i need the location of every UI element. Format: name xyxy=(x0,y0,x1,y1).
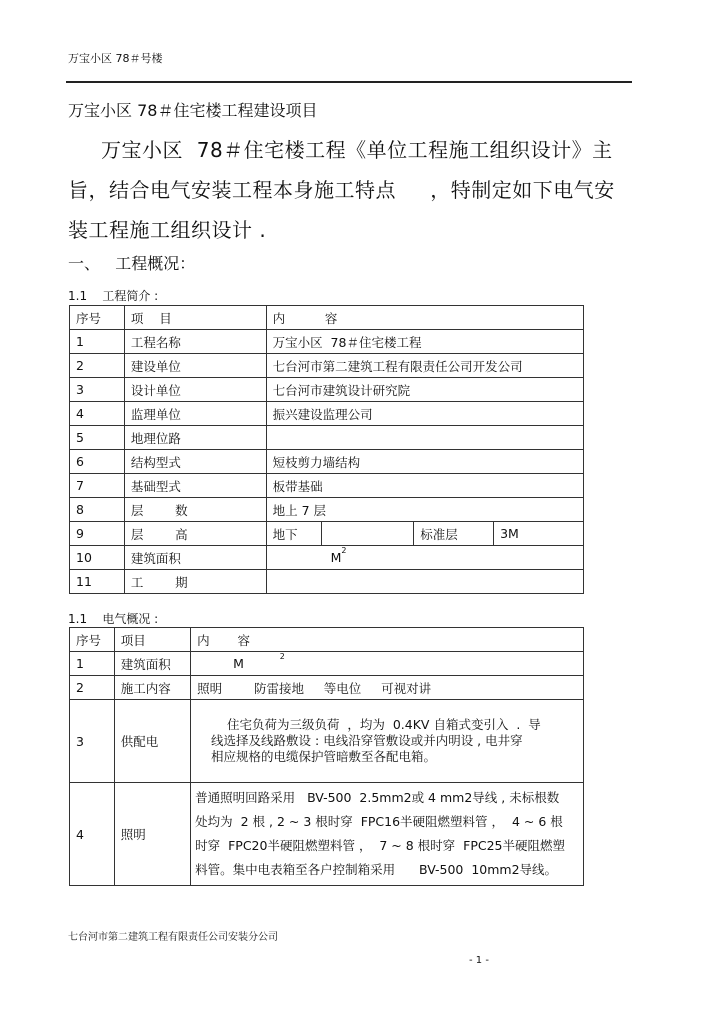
table-row xyxy=(70,700,584,783)
row-item: 层 数 xyxy=(124,498,266,522)
header-cell: 项 目 xyxy=(124,306,266,330)
row-number: 11 xyxy=(70,570,125,594)
page-number: - 1 - xyxy=(469,955,489,966)
area-unit-superscript: 2 xyxy=(279,652,285,661)
content-line: 料管。集中电表箱至各户控制箱采用 BV-500 10mm2导线。 xyxy=(195,862,558,877)
row-number: 2 xyxy=(70,354,125,378)
table-row xyxy=(70,652,584,676)
row-number: 7 xyxy=(70,474,125,498)
row-number: 9 xyxy=(70,522,125,546)
table-row xyxy=(70,570,584,594)
page-header: 万宝小区 78＃号楼 xyxy=(68,52,163,65)
row-item: 照明 xyxy=(114,783,190,886)
row-item: 设计单位 xyxy=(124,378,266,402)
row-item: 工程名称 xyxy=(124,330,266,354)
table-row xyxy=(70,354,584,378)
row-number: 2 xyxy=(70,676,115,700)
table-row xyxy=(70,402,584,426)
row-item: 建筑面积 xyxy=(114,652,190,676)
row-item: 监理单位 xyxy=(124,402,266,426)
row-content: 短枝剪力墙结构 xyxy=(266,450,583,474)
subsection-heading-electrical: 1.1 电气概况 : xyxy=(68,612,159,626)
intro-line-3: 装工程施工组织设计 . xyxy=(68,218,267,242)
row-number: 1 xyxy=(70,652,115,676)
table-row xyxy=(70,426,584,450)
table-row xyxy=(70,546,584,570)
table-row xyxy=(70,676,584,700)
row-number: 4 xyxy=(70,402,125,426)
table-row xyxy=(70,498,584,522)
row-content xyxy=(266,546,583,570)
row-content: 地上 7 层 xyxy=(266,498,583,522)
row-number: 6 xyxy=(70,450,125,474)
page-footer: 七台河市第二建筑工程有限责任公司安装分公司 xyxy=(68,932,278,943)
electrical-overview-table xyxy=(69,627,584,886)
area-unit-superscript: 2 xyxy=(341,546,347,555)
floor-height-underground-value xyxy=(321,522,414,546)
row-item: 工 期 xyxy=(124,570,266,594)
row-content xyxy=(191,783,584,886)
intro-line-1: 万宝小区 78＃住宅楼工程《单位工程施工组织设计》主 xyxy=(101,138,613,162)
content-line: 线选择及线路敷设 : 电线沿穿管敷设或并内明设 , 电井穿 xyxy=(195,733,523,748)
row-content xyxy=(266,426,583,450)
table-row xyxy=(70,330,584,354)
intro-line-2: 旨，结合电气安装工程本身施工特点 ，特制定如下电气安 xyxy=(68,178,615,202)
row-content: 七台河市第二建筑工程有限责任公司开发公司 xyxy=(266,354,583,378)
row-content: 板带基础 xyxy=(266,474,583,498)
row-item: 结构型式 xyxy=(124,450,266,474)
row-content xyxy=(191,700,584,783)
subsection-heading-overview: 1.1 工程简介 : xyxy=(68,289,159,303)
table-row xyxy=(70,474,584,498)
row-content: 照明 防雷接地 等电位 可视对讲 xyxy=(191,676,584,700)
content-line: 时穿 FPC20半硬阻燃塑料管 ， 7 ~ 8 根时穿 FPC25半硬阻燃塑 xyxy=(195,838,565,853)
row-number: 1 xyxy=(70,330,125,354)
header-cell: 序号 xyxy=(70,628,115,652)
floor-height-standard-label: 标准层 xyxy=(414,522,494,546)
row-item: 基础型式 xyxy=(124,474,266,498)
section-heading: 一、 工程概况： xyxy=(68,254,196,273)
table-header-row xyxy=(70,628,584,652)
content-line: 普通照明回路采用 BV-500 2.5mm2或 4 mm2导线 , 未标根数 xyxy=(195,790,560,805)
row-number: 4 xyxy=(70,783,115,886)
header-cell: 内 容 xyxy=(266,306,583,330)
row-item: 建筑面积 xyxy=(124,546,266,570)
row-content xyxy=(191,652,584,676)
row-number: 3 xyxy=(70,378,125,402)
content-line: 住宅负荷为三级负荷 ，均为 0.4KV 自箱式变引入 . 导 xyxy=(195,717,541,732)
table-row xyxy=(70,450,584,474)
row-item: 地理位路 xyxy=(124,426,266,450)
table-row xyxy=(70,783,584,886)
floor-height-standard-value: 3M xyxy=(494,522,584,546)
row-number: 10 xyxy=(70,546,125,570)
header-cell: 序号 xyxy=(70,306,125,330)
row-item: 施工内容 xyxy=(114,676,190,700)
area-unit: M xyxy=(233,656,244,671)
project-title: 万宝小区 78＃住宅楼工程建设项目 xyxy=(68,101,318,120)
header-divider xyxy=(66,81,632,83)
project-overview-table xyxy=(69,305,584,594)
row-content: 万宝小区 78＃住宅楼工程 xyxy=(266,330,583,354)
row-item: 建设单位 xyxy=(124,354,266,378)
row-content xyxy=(266,570,583,594)
row-content: 七台河市建筑设计研究院 xyxy=(266,378,583,402)
table-row xyxy=(70,522,584,546)
row-number: 5 xyxy=(70,426,125,450)
table-row xyxy=(70,378,584,402)
row-item: 供配电 xyxy=(114,700,190,783)
row-content: 振兴建设监理公司 xyxy=(266,402,583,426)
row-number: 3 xyxy=(70,700,115,783)
content-line: 相应规格的电缆保护管暗敷至各配电箱。 xyxy=(195,749,437,764)
content-line: 处均为 2 根 , 2 ~ 3 根时穿 FPC16半硬阻燃塑料管 ， 4 ~ 6 根 xyxy=(195,814,563,829)
floor-height-underground-label: 地下 xyxy=(266,522,321,546)
header-cell: 项目 xyxy=(114,628,190,652)
row-item: 层 高 xyxy=(124,522,266,546)
header-cell: 内 容 xyxy=(191,628,584,652)
row-number: 8 xyxy=(70,498,125,522)
area-unit: M xyxy=(330,550,342,565)
table-header-row xyxy=(70,306,584,330)
